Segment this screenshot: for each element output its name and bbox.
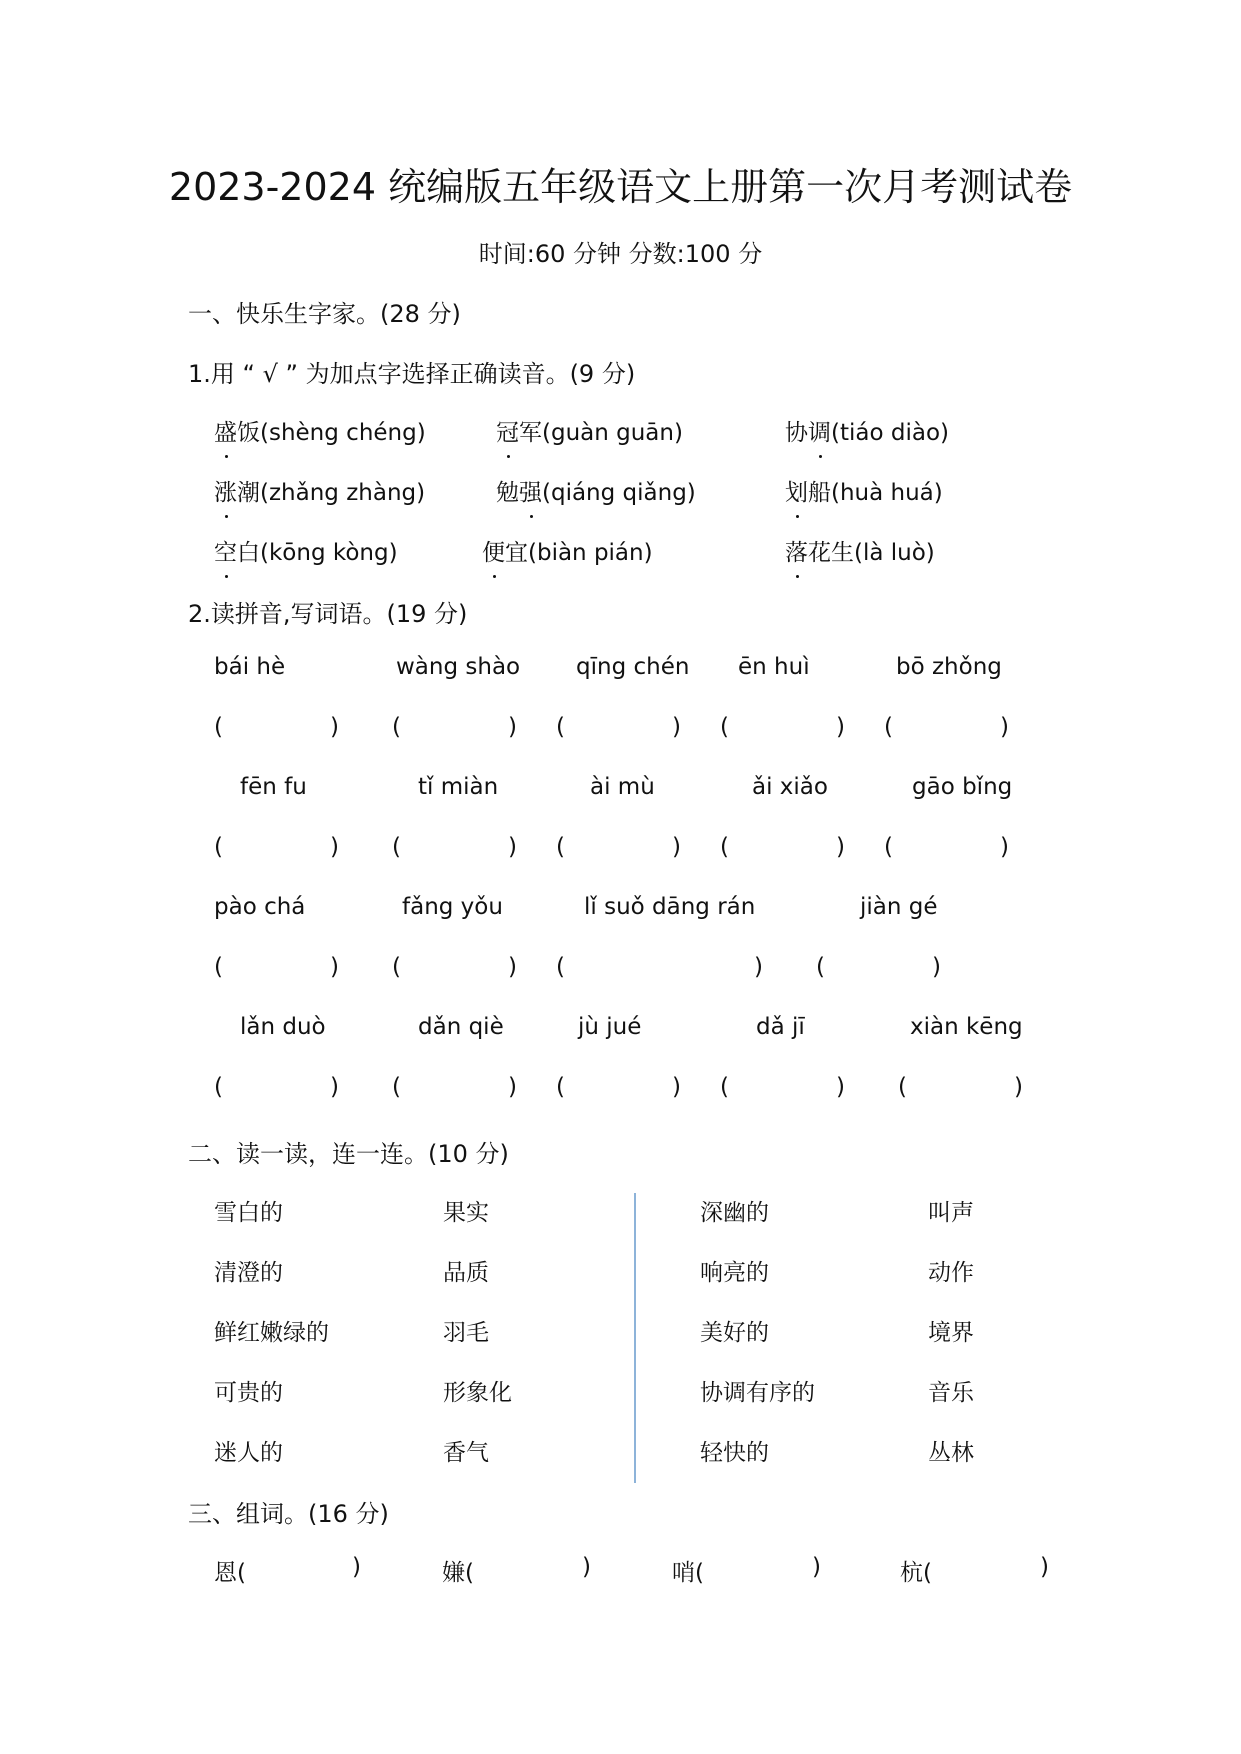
pinyin-prompt: lǎn duò — [240, 1014, 326, 1040]
answer-open-paren: ( — [556, 714, 565, 740]
reading-item: 划船(huà huá) — [785, 480, 943, 506]
match-item: 轻快的 — [700, 1440, 769, 1466]
answer-close-paren: ) — [672, 834, 681, 860]
answer-open-paren: ( — [720, 834, 729, 860]
pinyin-prompt: lǐ suǒ dāng rán — [584, 894, 756, 920]
pinyin-prompt: dǎn qiè — [418, 1014, 504, 1040]
reading-item: 涨潮(zhǎng zhàng) — [214, 480, 426, 506]
section1-heading: 一、快乐生字家。(28 分) — [188, 300, 461, 328]
reading-item: 落花生(là luò) — [785, 540, 935, 566]
match-item: 音乐 — [928, 1380, 974, 1406]
pinyin-prompt: wàng shào — [396, 654, 521, 680]
answer-close-paren: ) — [836, 714, 845, 740]
answer-close-paren: ) — [672, 1074, 681, 1100]
match-item: 美好的 — [700, 1320, 769, 1346]
pinyin-prompt: ǎi xiǎo — [752, 774, 828, 800]
answer-open-paren: ( — [556, 1074, 565, 1100]
pinyin-prompt: jiàn gé — [860, 894, 938, 920]
answer-close-paren: ) — [754, 954, 763, 980]
pinyin-prompt: gāo bǐng — [912, 774, 1013, 800]
pinyin-prompt: bō zhǒng — [896, 654, 1002, 680]
answer-close-paren: ) — [836, 1074, 845, 1100]
pinyin-prompt: fǎng yǒu — [402, 894, 503, 920]
match-item: 响亮的 — [700, 1260, 769, 1286]
answer-close-paren: ) — [932, 954, 941, 980]
answer-open-paren: ( — [898, 1074, 907, 1100]
match-item: 雪白的 — [214, 1200, 283, 1226]
answer-close-paren: ) — [1000, 714, 1009, 740]
pinyin-prompt: jù jué — [578, 1014, 642, 1040]
answer-close-paren: ) — [508, 834, 517, 860]
answer-open-paren: ( — [392, 954, 401, 980]
answer-close-paren: ) — [330, 1074, 339, 1100]
pinyin-prompt: pào chá — [214, 894, 306, 920]
answer-close-paren: ) — [330, 834, 339, 860]
answer-open-paren: ( — [720, 1074, 729, 1100]
reading-item: 协调(tiáo diào) — [785, 420, 949, 446]
match-item: 清澄的 — [214, 1260, 283, 1286]
match-item: 丛林 — [928, 1440, 974, 1466]
match-item: 形象化 — [443, 1380, 512, 1406]
answer-close-paren: ) — [352, 1554, 361, 1580]
reading-item: 盛饭(shèng chéng) — [214, 420, 426, 446]
exam-info: 时间:60 分钟 分数:100 分 — [478, 240, 763, 268]
pinyin-prompt: fēn fu — [240, 774, 307, 800]
answer-open-paren: ( — [214, 1074, 223, 1100]
answer-open-paren: ( — [392, 714, 401, 740]
pinyin-prompt: tǐ miàn — [418, 774, 499, 800]
answer-close-paren: ) — [836, 834, 845, 860]
answer-close-paren: ) — [330, 714, 339, 740]
answer-close-paren: ) — [508, 714, 517, 740]
match-item: 境界 — [928, 1320, 974, 1346]
section2-heading: 二、读一读，连一连。(10 分) — [188, 1140, 509, 1168]
q1-heading: 1.用 “ √ ” 为加点字选择正确读音。(9 分) — [188, 360, 636, 388]
match-item: 动作 — [928, 1260, 974, 1286]
answer-open-paren: ( — [392, 1074, 401, 1100]
pinyin-prompt: bái hè — [214, 654, 286, 680]
answer-open-paren: ( — [556, 954, 565, 980]
pinyin-prompt: xiàn kēng — [910, 1014, 1023, 1040]
match-item: 羽毛 — [443, 1320, 489, 1346]
word-prompt: 杭( — [900, 1560, 932, 1586]
answer-open-paren: ( — [816, 954, 825, 980]
match-item: 果实 — [443, 1200, 489, 1226]
pinyin-prompt: ēn huì — [738, 654, 810, 680]
answer-close-paren: ) — [508, 954, 517, 980]
match-item: 品质 — [443, 1260, 489, 1286]
answer-open-paren: ( — [214, 954, 223, 980]
word-prompt: 哨( — [672, 1560, 704, 1586]
answer-open-paren: ( — [884, 834, 893, 860]
pinyin-prompt: dǎ jī — [756, 1014, 805, 1040]
match-item: 鲜红嫩绿的 — [214, 1320, 329, 1346]
reading-item: 便宜(biàn pián) — [482, 540, 653, 566]
section3-heading: 三、组词。(16 分) — [188, 1500, 389, 1528]
pinyin-prompt: ài mù — [590, 774, 655, 800]
match-item: 叫声 — [928, 1200, 974, 1226]
answer-close-paren: ) — [812, 1554, 821, 1580]
answer-close-paren: ) — [672, 714, 681, 740]
answer-open-paren: ( — [720, 714, 729, 740]
match-item: 香气 — [443, 1440, 489, 1466]
match-item: 协调有序的 — [700, 1380, 815, 1406]
answer-close-paren: ) — [582, 1554, 591, 1580]
reading-item: 冠军(guàn guān) — [496, 420, 683, 446]
answer-close-paren: ) — [1040, 1554, 1049, 1580]
answer-close-paren: ) — [1014, 1074, 1023, 1100]
answer-open-paren: ( — [214, 834, 223, 860]
page-title: 2023-2024 统编版五年级语文上册第一次月考测试卷 — [168, 165, 1073, 209]
word-prompt: 恩( — [214, 1560, 246, 1586]
pinyin-prompt: qīng chén — [576, 654, 690, 680]
column-divider — [634, 1193, 636, 1483]
match-item: 深幽的 — [700, 1200, 769, 1226]
answer-open-paren: ( — [392, 834, 401, 860]
reading-item: 空白(kōng kòng) — [214, 540, 398, 566]
answer-open-paren: ( — [884, 714, 893, 740]
word-prompt: 嫌( — [442, 1560, 474, 1586]
answer-close-paren: ) — [330, 954, 339, 980]
match-item: 可贵的 — [214, 1380, 283, 1406]
answer-open-paren: ( — [556, 834, 565, 860]
match-item: 迷人的 — [214, 1440, 283, 1466]
answer-close-paren: ) — [1000, 834, 1009, 860]
reading-item: 勉强(qiáng qiǎng) — [496, 480, 696, 506]
q2-heading: 2.读拼音,写词语。(19 分) — [188, 600, 468, 628]
answer-open-paren: ( — [214, 714, 223, 740]
answer-close-paren: ) — [508, 1074, 517, 1100]
